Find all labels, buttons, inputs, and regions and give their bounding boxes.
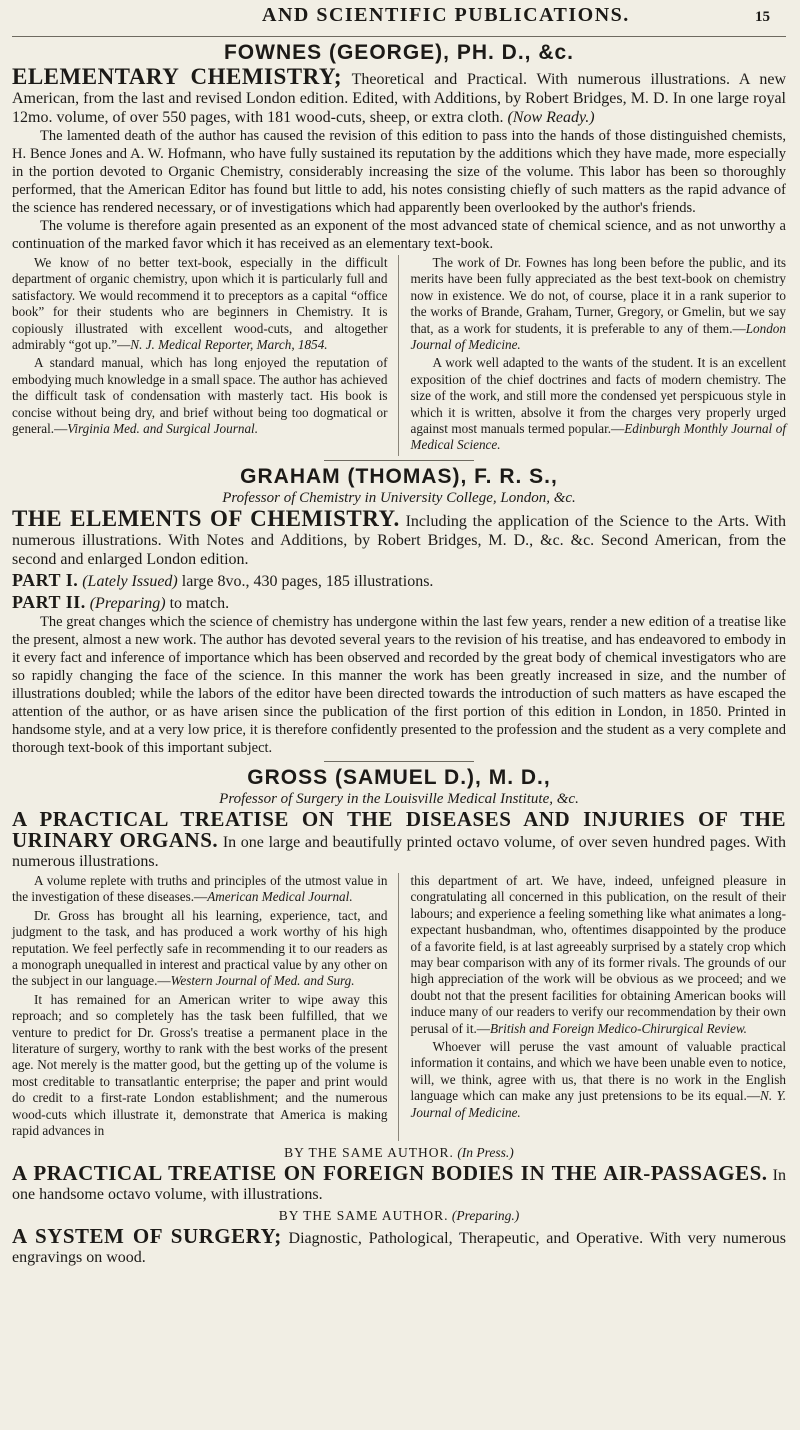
part-2-details: to match. [165, 594, 230, 612]
graham-book-description [12, 505, 786, 569]
graham-paragraph: The great changes which the science of chemistry has undergone within the last few years, render a new edition of a treatise like the present, almost a new work. The author has devoted several years to the revision of his treatise, and has endeavored to embody in it every fact and inference of importance which has been observed and recorded by the great body of chemical investigators who are so rapidly changing the face of the science. In this manner the work has been greatly increased in size, and the number of illustrations doubled; while the labors of the editor have been directed towards the introduction of such matters as have escaped the attention of the author, or as have arisen since the publication of the first portion of this edition in London, in 1850. Printed in handsome style, and at a very low price, it is therefore confidently presented to the profession and the student as a very complete and thorough text-book of this important subject. [12, 613, 786, 756]
graham-author: GRAHAM (THOMAS), F. R. S., [240, 464, 558, 488]
review-source: British and Foreign Medico-Chirurgical Review. [489, 1020, 747, 1036]
system-surgery-book [12, 1224, 787, 1267]
review-text: We know of no better text-book, especially in the difficult department of organic chemistry, upon which it is particularly full and satisfactory. We would recommend it to preceptors as a capital “office book” for their students who are beginners in Chemistry. It is copiously illustrated with excellent wood-cuts, and altogether admirably “got up.”— [12, 255, 388, 353]
by-same-author-label: BY THE SAME AUTHOR. [278, 1208, 449, 1224]
fownes-book-details: Theoretical and Practical. With numerous illustrations. A new American, from the last and revised London edition. Edited, with Additions, by Robert Bridges, M. D. In one large royal 12mo. volume, of over 550 pages, with 181 wood-cuts, sheep, or extra cloth. [12, 71, 786, 126]
review-item [411, 255, 787, 353]
fownes-reviews-right [411, 255, 787, 456]
review-source: Edinburgh Monthly Journal of Medical Science. [410, 421, 787, 453]
system-surgery-title: A SYSTEM OF SURGERY; [12, 1224, 282, 1249]
by-same-author-label: BY THE SAME AUTHOR. [284, 1145, 454, 1161]
review-text: A work well adapted to the wants of the student. It is an excellent exposition of the chief doctrines and facts of modern chemistry. The size of the work, and still more the condensed yet perspicuous style in which it is written, absolve it from the charges very properly urged against most manuals termed popular.— [410, 355, 786, 437]
gross-author: GROSS (SAMUEL D.), M. D., [247, 765, 551, 789]
system-surgery-status: (Preparing.) [451, 1208, 520, 1224]
review-item [411, 355, 787, 453]
gross-role: Professor of Surgery in the Louisville Medical Institute, &c. [219, 790, 579, 807]
graham-entry [12, 465, 786, 757]
review-text: A volume replete with truths and principles of the utmost value in the investigation of these diseases.— [12, 872, 388, 905]
running-head-title: AND SCIENTIFIC PUBLICATIONS. [262, 4, 630, 26]
fownes-paragraph-2: The volume is therefore again presented as an exponent of the most advanced state of chemical science, and as not unworthy a continuation of the marked favor which it has received as an elementary text-book. [12, 218, 786, 252]
system-surgery-by-line [12, 1207, 786, 1225]
gross-book-title: A PRACTICAL TREATISE ON THE DISEASES AND INJURIES OF THE URINARY ORGANS. [12, 806, 786, 852]
system-surgery-entry [12, 1207, 786, 1267]
foreign-bodies-title: A PRACTICAL TREATISE ON FOREIGN BODIES IN THE AIR-PASSAGES. [12, 1161, 768, 1186]
review-text: It has remained for an American writer to wipe away this reproach; and so completely has the task been fulfilled, that we venture to predict for Dr. Gross's treatise a permanent place in the literature of surgery, worthy to rank with the best works of the present age. Not merely is the matter good, but the getting up of the volume is most creditable to transatlantic enterprise; the paper and print would do credit to a first-rate London establishment; and the numerous wood-cuts which illustrate it, demonstrate that America is making rapid advances in [12, 991, 388, 1138]
fownes-book-description [12, 64, 786, 127]
foreign-bodies-details: In one handsome octavo volume, with illustrations. [12, 1167, 786, 1204]
review-source: Western Journal of Med. and Surg. [170, 973, 355, 989]
graham-role: Professor of Chemistry in University College, London, &c. [222, 489, 576, 506]
gross-reviews-right [411, 873, 787, 1142]
review-source: American Medical Journal. [207, 889, 353, 905]
graham-part-1 [12, 571, 786, 591]
foreign-bodies-book [12, 1161, 786, 1204]
section-divider [324, 761, 474, 762]
running-head [12, 4, 786, 37]
review-text: A standard manual, which has long enjoyed the reputation of embodying much knowledge in a small space. The author has achieved the difficult task of condensation with masterly tact. His book is concise without being dry, and brief without being too dogmatical or general.— [12, 355, 388, 437]
foreign-bodies-by-line [12, 1144, 786, 1162]
gross-reviews [12, 873, 786, 1142]
part-2-status: (Preparing) [89, 594, 166, 612]
gross-book-details: In one large and beautifully printed octavo volume, of over seven hundred pages. With numerous illustrations. [12, 833, 786, 870]
review-source: N. J. Medical Reporter, March, 1854. [130, 337, 328, 353]
fownes-reviews-left [12, 255, 399, 456]
review-text: Dr. Gross has brought all his learning, experience, tact, and judgment to the task, and has produced a work worthy of his high reputation. We feel perfectly safe in recommending it to our readers as a monograph unequalled in interest and practical value by any other on the subject in our language.— [12, 907, 388, 989]
review-item [411, 873, 787, 1037]
review-item [411, 1039, 787, 1121]
fownes-paragraph-1: The lamented death of the author has caused the revision of this edition to pass into the hands of those distinguished chemists, H. Bence Jones and A. W. Hofmann, who have fully sustained its reputation by the additions which they have made, more especially in the portion devoted to Organic Chemistry, considerably increasing the size of the volume. This labor has been so thoroughly performed, that the American Editor has found but little to add, his notes consisting chiefly of such matters as the rapid advance of the science has rendered necessary, or of investigations which had apparently been overlooked by the author's friends. [12, 128, 786, 216]
review-source: Virginia Med. and Surgical Journal. [67, 421, 259, 437]
gross-book-description [12, 806, 786, 871]
fownes-status: (Now Ready.) [507, 109, 595, 126]
review-source: London Journal of Medicine. [410, 320, 786, 353]
review-text: The work of Dr. Fownes has long been before the public, and its merits have been fully appreciated as the best text-book on chemistry now in existence. We do not, of course, place it in a rank superior to the works of Brande, Graham, Turner, Gregory, or Gmelin, but we say that, as a work for students, it is preferable to any of them.— [410, 255, 786, 336]
graham-book-details: Including the application of the Science to the Arts. With numerous illustrations. With Notes and Additions, by Robert Bridges, M. D., &c. &c. Second American, from the second and enlarged London edition. [12, 512, 786, 568]
review-item [12, 992, 388, 1140]
part-2-label: PART II. [12, 591, 86, 612]
fownes-entry [12, 41, 786, 456]
part-1-details: large 8vo., 430 pages, 185 illustrations. [177, 572, 434, 590]
graham-part-2 [12, 593, 786, 613]
gross-entry [12, 766, 786, 1142]
system-surgery-details: Diagnostic, Pathological, Therapeutic, and Operative. With very numerous engravings on wood. [12, 1230, 787, 1267]
review-text: this department of art. We have, indeed, unfeigned pleasure in congratulating all concerned in this publication, on the result of their labours; and experience a feeling something like what animates a long-expectant husbandman, who, oftentimes disappointed by the produce of a favorite field, is at last agreeably surprised by a stately crop which may bear comparison with any of its former rivals. The grounds of our high appreciation of the work will be obvious as we proceed; and we doubt not that the present facilities for obtaining American books will induce many of our readers to verify our recommendation by their own perusal of it.— [410, 872, 786, 1036]
part-1-label: PART I. [12, 569, 79, 590]
page-number: 15 [755, 9, 770, 25]
fownes-book-title: ELEMENTARY CHEMISTRY; [12, 64, 343, 89]
review-item [12, 255, 388, 353]
section-divider [324, 460, 474, 461]
graham-book-title: THE ELEMENTS OF CHEMISTRY. [12, 505, 400, 531]
fownes-author: FOWNES (GEORGE), PH. D., &c. [223, 41, 575, 64]
review-text: Whoever will peruse the vast amount of valuable practical information it contains, and which we have been unable even to notice, will, we think, agree with us, that there is no work in the English language which can make any just pretensions to be its equal.— [410, 1038, 786, 1104]
review-source: N. Y. Journal of Medicine. [410, 1088, 786, 1120]
review-item [12, 873, 388, 906]
foreign-bodies-entry [12, 1144, 786, 1204]
fownes-reviews [12, 255, 786, 456]
review-item [12, 355, 388, 437]
foreign-bodies-status: (In Press.) [457, 1145, 514, 1161]
review-item [12, 908, 388, 990]
part-1-status: (Lately Issued) [82, 572, 178, 590]
gross-reviews-left [12, 873, 399, 1142]
